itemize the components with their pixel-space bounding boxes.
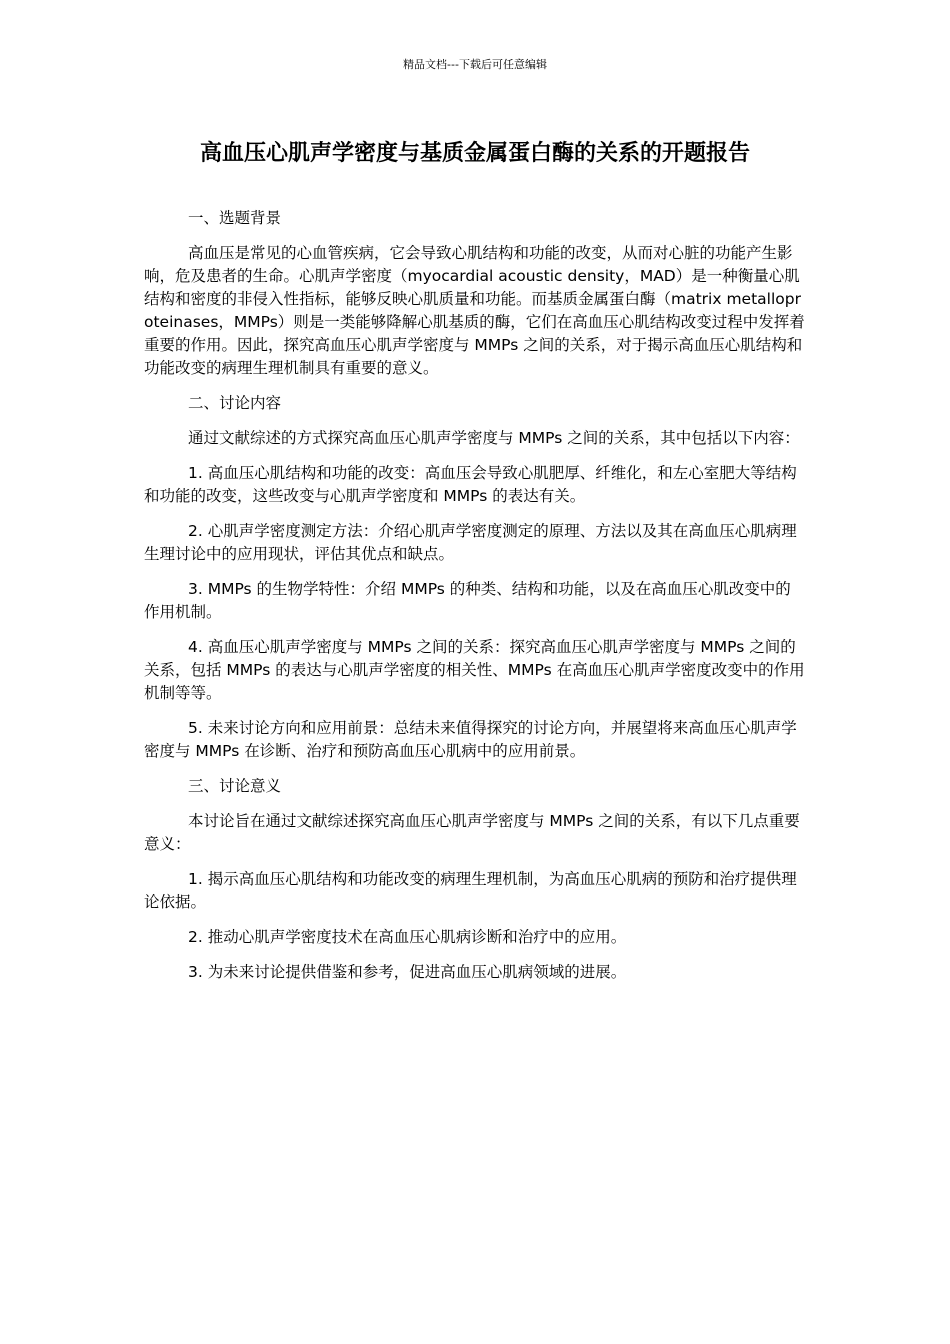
section-heading-background: 一、选题背景: [188, 209, 282, 227]
list-item-significance-3: 3. 为未来讨论提供借鉴和参考，促进高血压心肌病领域的进展。: [188, 963, 627, 981]
paragraph-significance-intro: 本讨论旨在通过文献综述探究高血压心肌声学密度与 MMPs 之间的关系，有以下几点重要意义：: [144, 812, 800, 853]
header-note: 精品文档---下载后可任意编辑: [403, 58, 547, 71]
paragraph-background: 高血压是常见的心血管疾病，它会导致心肌结构和功能的改变，从而对心脏的功能产生影响，危及患者的生命。心肌声学密度（myocardial acoustic density，MAD）是一种衡量心肌结构和密度的非侵入性指标，能够反映心肌质量和功能。而基质金属蛋白酶（matrix metalloproteinases，MMPs）则是一类能够降解心肌基质的酶，它们在高血压心肌结构改变过程中发挥着重要的作用。因此，探究高血压心肌声学密度与 MMPs 之间的关系，对于揭示高血压心肌结构和功能改变的病理生理机制具有重要的意义。: [144, 244, 805, 377]
list-item-significance-1: 1. 揭示高血压心肌结构和功能改变的病理生理机制，为高血压心肌病的预防和治疗提供理论依据。: [144, 870, 797, 911]
section-heading-content: 二、讨论内容: [188, 394, 282, 412]
list-item-significance-2: 2. 推动心肌声学密度技术在高血压心肌病诊断和治疗中的应用。: [188, 928, 627, 946]
list-item-content-5: 5. 未来讨论方向和应用前景：总结未来值得探究的讨论方向，并展望将来高血压心肌声学密度与 MMPs 在诊断、治疗和预防高血压心肌病中的应用前景。: [144, 719, 797, 760]
section-heading-significance: 三、讨论意义: [188, 777, 282, 795]
document-title: 高血压心肌声学密度与基质金属蛋白酶的关系的开题报告: [199, 141, 750, 166]
list-item-content-4: 4. 高血压心肌声学密度与 MMPs 之间的关系：探究高血压心肌声学密度与 MMPs 之间的关系，包括 MMPs 的表达与心肌声学密度的相关性、MMPs 在高血压心肌声学密度改变中的作用机制等等。: [144, 638, 805, 702]
list-item-content-1: 1. 高血压心肌结构和功能的改变：高血压会导致心肌肥厚、纤维化，和左心室肥大等结构和功能的改变，这些改变与心肌声学密度和 MMPs 的表达有关。: [144, 464, 797, 505]
list-item-content-2: 2. 心肌声学密度测定方法：介绍心肌声学密度测定的原理、方法以及其在高血压心肌病理生理讨论中的应用现状，评估其优点和缺点。: [144, 522, 797, 563]
document-body: [144, 207, 806, 996]
paragraph-content-intro: 通过文献综述的方式探究高血压心肌声学密度与 MMPs 之间的关系，其中包括以下内容：: [188, 429, 800, 447]
list-item-content-3: 3. MMPs 的生物学特性：介绍 MMPs 的种类、结构和功能，以及在高血压心肌改变中的作用机制。: [144, 580, 791, 621]
